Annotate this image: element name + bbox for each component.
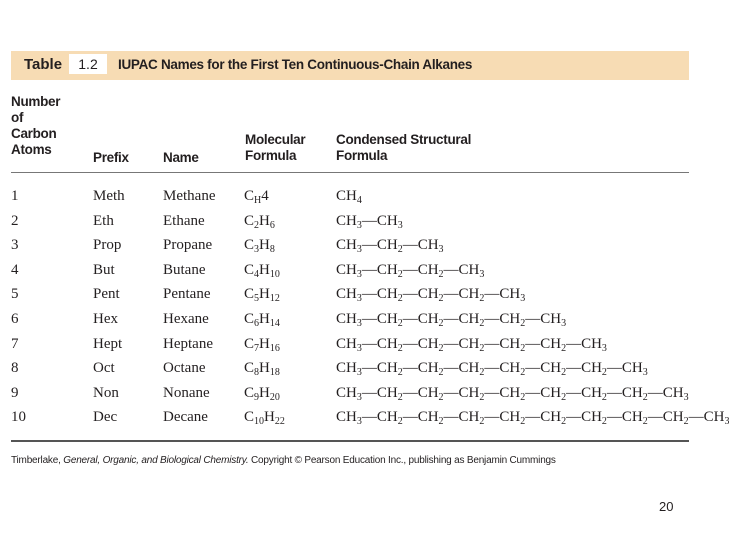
- prefix-cell: But: [93, 262, 115, 278]
- carbon-count-cell: 7: [11, 336, 19, 352]
- condensed-formula-cell: $CH_3—CH_2—CH_2—CH_2—CH_2—CH_2—CH_2—CH_3$: [336, 360, 648, 378]
- molecular-formula-cell: $C_7H_{16}$: [244, 336, 280, 354]
- molecular-formula-cell: $C_6H_{14}$: [244, 311, 280, 329]
- name-cell: Decane: [163, 409, 208, 425]
- name-cell: Octane: [163, 360, 206, 376]
- table-number: 1.2: [69, 54, 107, 74]
- name-cell: Ethane: [163, 213, 205, 229]
- prefix-cell: Meth: [93, 188, 125, 204]
- header-condensed-formula: Condensed Structural Formula: [336, 132, 472, 163]
- condensed-formula-cell: $CH_3—CH_2—CH_2—CH_2—CH_2—CH_2—CH_2—CH_2—CH_2—CH_3$: [336, 409, 729, 427]
- name-cell: Pentane: [163, 286, 211, 302]
- prefix-cell: Prop: [93, 237, 122, 253]
- carbon-count-cell: 2: [11, 213, 19, 229]
- prefix-cell: Eth: [93, 213, 114, 229]
- condensed-formula-cell: $CH_3—CH_2—CH_2—CH_3$: [336, 262, 485, 280]
- condensed-formula-cell: $CH_3—CH_2—CH_3$: [336, 237, 444, 255]
- bottom-rule: [11, 440, 689, 442]
- prefix-cell: Pent: [93, 286, 120, 302]
- copyright-footnote: Timberlake, General, Organic, and Biological Chemistry. Copyright © Pearson Education Inc., publishing as Benjamin Cummings: [11, 455, 556, 466]
- prefix-cell: Dec: [93, 409, 118, 425]
- table-label: Table: [24, 56, 63, 73]
- carbon-count-cell: 9: [11, 385, 19, 401]
- header-molecular-formula: Molecular Formula: [245, 132, 306, 163]
- molecular-formula-cell: $C_{10}H_{22}$: [244, 409, 285, 427]
- name-cell: Methane: [163, 188, 216, 204]
- name-cell: Nonane: [163, 385, 210, 401]
- header-carbon-atoms: Number of Carbon Atoms: [11, 94, 61, 157]
- prefix-cell: Non: [93, 385, 119, 401]
- condensed-formula-cell: $CH_3—CH_2—CH_2—CH_2—CH_2—CH_2—CH_3$: [336, 336, 607, 354]
- molecular-formula-cell: $C_5H_{12}$: [244, 286, 280, 304]
- name-cell: Heptane: [163, 336, 213, 352]
- condensed-formula-cell: $CH_3—CH_3$: [336, 213, 403, 231]
- carbon-count-cell: 6: [11, 311, 19, 327]
- header-name: Name: [163, 150, 199, 165]
- header-rule: [11, 172, 689, 173]
- condensed-formula-cell: $CH_3—CH_2—CH_2—CH_2—CH_2—CH_2—CH_2—CH_2—CH_3$: [336, 385, 689, 403]
- molecular-formula-cell: $C_2H_6$: [244, 213, 275, 231]
- table-title-bar: [11, 51, 689, 80]
- condensed-formula-cell: $CH_3—CH_2—CH_2—CH_2—CH_2—CH_3$: [336, 311, 567, 329]
- carbon-count-cell: 4: [11, 262, 19, 278]
- carbon-count-cell: 3: [11, 237, 19, 253]
- molecular-formula-cell: $C_4H_{10}$: [244, 262, 280, 280]
- name-cell: Butane: [163, 262, 206, 278]
- carbon-count-cell: 10: [11, 409, 26, 425]
- prefix-cell: Hex: [93, 311, 118, 327]
- condensed-formula-cell: $CH_3—CH_2—CH_2—CH_2—CH_3$: [336, 286, 526, 304]
- carbon-count-cell: 8: [11, 360, 19, 376]
- name-cell: Hexane: [163, 311, 209, 327]
- molecular-formula-cell: $C_3H_8$: [244, 237, 275, 255]
- table-title: IUPAC Names for the First Ten Continuous-Chain Alkanes: [118, 57, 473, 72]
- page-number: 20: [659, 499, 674, 514]
- prefix-cell: Oct: [93, 360, 115, 376]
- name-cell: Propane: [163, 237, 213, 253]
- molecular-formula-cell: $C_8H_{18}$: [244, 360, 280, 378]
- molecular-formula-cell: $C_9H_{20}$: [244, 385, 280, 403]
- prefix-cell: Hept: [93, 336, 123, 352]
- molecular-formula-cell: $C_H4$: [244, 188, 269, 206]
- carbon-count-cell: 5: [11, 286, 19, 302]
- condensed-formula-cell: $CH_4$: [336, 188, 362, 206]
- header-prefix: Prefix: [93, 150, 129, 165]
- carbon-count-cell: 1: [11, 188, 19, 204]
